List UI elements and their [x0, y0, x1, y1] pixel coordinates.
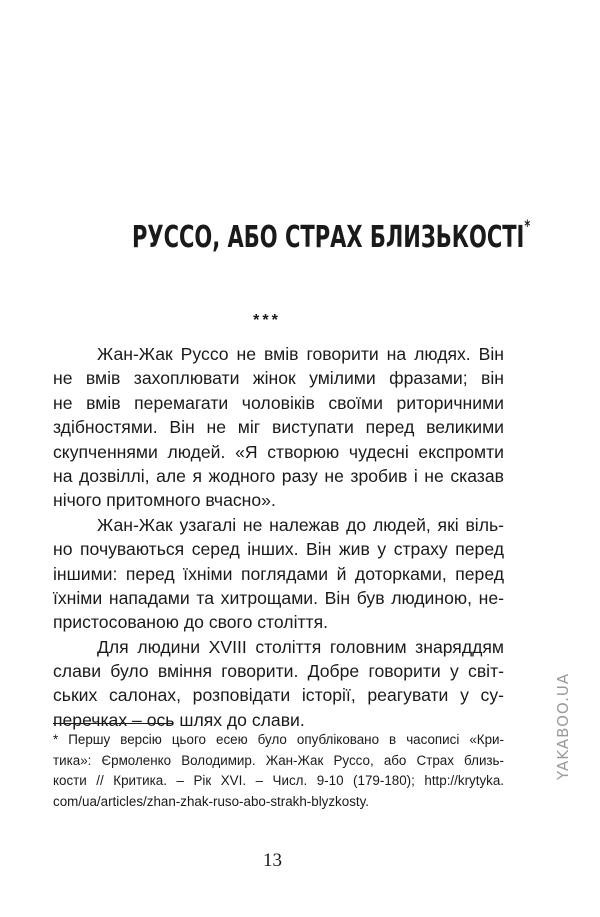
page-number: 13 [263, 850, 282, 871]
footnote-line-3: кости // Критика. – Рік XVI. – Числ. 9-10 (179-180); http://krytyka. [53, 773, 504, 789]
paragraph-2-line-5: пристосованою до свого століття. [53, 612, 329, 633]
paragraph-1-line-7: нічого притомного вчасно». [53, 490, 276, 511]
paragraph-3-line-4: перечках – ось шлях до слави. [53, 709, 305, 730]
paragraph-1-line-5: скупченнями людей. «Я створюю чудесні експромти [53, 441, 504, 462]
paragraph-1-line-1: Жан-Жак Руссо не вмів говорити на людях. Він [97, 344, 504, 364]
footnote-divider [53, 723, 173, 724]
paragraph-3-line-2: слави було вміння говорити. Добре говорити у світ- [53, 661, 504, 682]
paragraph-3-line-3: ських салонах, розповідати історії, реагувати у су- [53, 685, 504, 706]
paragraph-1-line-6: на дозвіллі, але я жодного разу не зробив і не сказав [53, 465, 504, 486]
paragraph-2-line-1: Жан-Жак узагалі не належав до людей, які віль- [97, 514, 504, 535]
footnote-line-4: com/ua/articles/zhan-zhak-ruso-abo-strakh-blyzkosty. [53, 793, 370, 809]
watermark: YAKABOO.UA [554, 672, 572, 780]
paragraph-1-line-3: не вмів перемагати чоловіків своїми риторичними [53, 392, 504, 413]
footnote [53, 730, 504, 812]
paragraph-2-line-2: но почуваються серед інших. Він жив у страху перед [53, 539, 504, 560]
body-text [53, 342, 504, 732]
paragraph-1-line-2: не вмів захоплювати жінок умілими фразами; він [53, 368, 504, 389]
footnote-line-1: * Першу версію цього есею було опубліковано в часописі «Кри- [53, 732, 504, 747]
paragraph-2-line-3: іншими: перед їхніми поглядами й доторками, перед [53, 563, 504, 584]
footnote-line-2: тика»: Єрмоленко Володимир. Жан-Жак Руссо, або Страх близь- [53, 752, 504, 768]
chapter-title [132, 216, 531, 255]
section-separator: *** [253, 312, 281, 329]
paragraph-1-line-4: здібностями. Він не міг виступати перед великими [53, 417, 504, 438]
title-footnote-marker: * [524, 216, 531, 235]
chapter-title-text: РУССО, АБО СТРАХ БЛИЗЬКОСТІ [132, 220, 525, 255]
paragraph-3-line-1: Для людини XVIII століття головним знаряддям [97, 636, 504, 657]
paragraph-2-line-4: їхніми нападами та хитрощами. Він був людиною, не- [53, 587, 504, 608]
